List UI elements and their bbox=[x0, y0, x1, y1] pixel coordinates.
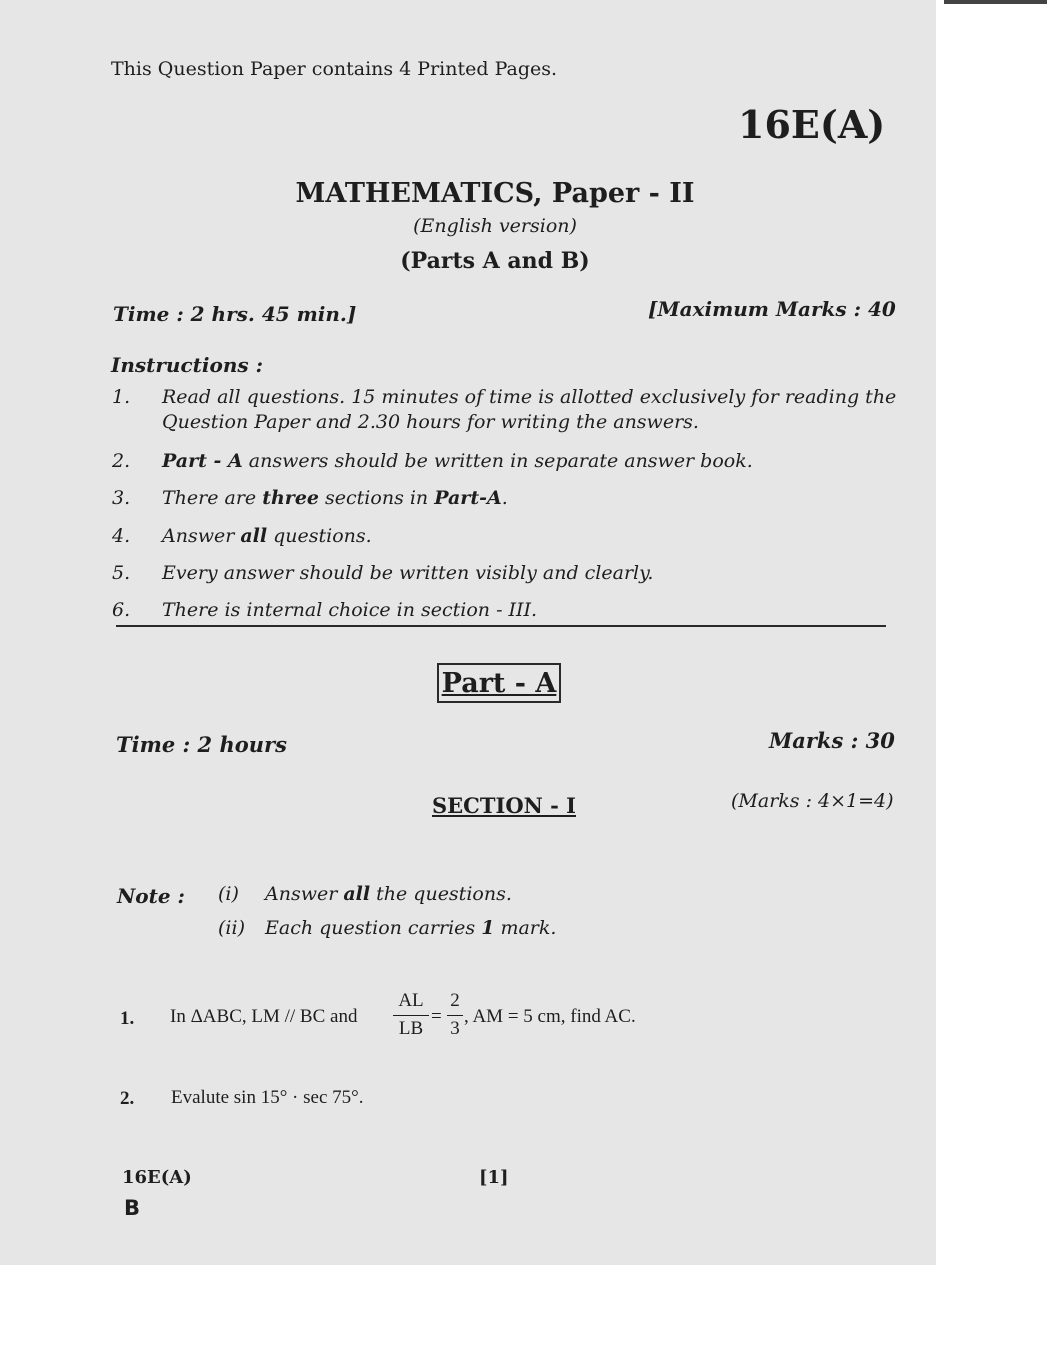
scan-edge-mark bbox=[944, 0, 1047, 4]
part-a-marks: Marks : 30 bbox=[769, 728, 895, 753]
instructions-heading: Instructions : bbox=[111, 353, 263, 377]
instruction-number: 2. bbox=[112, 450, 131, 472]
fraction-denominator: 3 bbox=[450, 1018, 460, 1039]
question-number: 1. bbox=[120, 1008, 135, 1029]
instruction-rest: answers should be written in separate answer book. bbox=[242, 450, 753, 472]
section-title: SECTION - I bbox=[432, 793, 576, 818]
instruction-emphasis: Part - A bbox=[162, 450, 243, 472]
note-pre: Answer bbox=[265, 883, 344, 905]
time-label: Time : 2 hrs. 45 min.] bbox=[113, 302, 357, 326]
fraction-numerator: AL bbox=[398, 990, 424, 1011]
page-number: [1] bbox=[479, 1167, 509, 1188]
question-text: In ΔABC, LM // BC and bbox=[170, 1006, 358, 1027]
note-post: mark. bbox=[494, 917, 557, 939]
subject-title: MATHEMATICS, Paper - II bbox=[295, 178, 695, 209]
instruction-text: There is internal choice in section - III. bbox=[162, 599, 538, 621]
question-text-continued: , AM = 5 cm, find AC. bbox=[464, 1006, 636, 1027]
instruction-text bbox=[162, 487, 508, 509]
instruction-number: 4. bbox=[112, 525, 131, 547]
equals-sign: = bbox=[431, 1006, 442, 1027]
instruction-number: 6. bbox=[112, 599, 131, 621]
instruction-number: 3. bbox=[112, 487, 131, 509]
part-a-title: Part - A bbox=[441, 668, 557, 699]
version-label: (English version) bbox=[413, 215, 577, 237]
instruction-text bbox=[162, 450, 753, 472]
maximum-marks-label: [Maximum Marks : 40 bbox=[648, 297, 896, 321]
note-text bbox=[265, 917, 556, 939]
instruction-emphasis: three bbox=[262, 487, 319, 509]
note-emphasis: all bbox=[343, 883, 371, 905]
note-number: (i) bbox=[218, 883, 239, 905]
fraction-al-over-lb bbox=[393, 990, 429, 1042]
instruction-number: 1. bbox=[112, 386, 131, 408]
instruction-pre: There are bbox=[162, 487, 263, 509]
note-emphasis: 1 bbox=[481, 917, 495, 939]
note-post: the questions. bbox=[370, 883, 512, 905]
divider bbox=[116, 625, 886, 627]
question-text: Evalute sin 15° · sec 75°. bbox=[171, 1087, 364, 1108]
fraction-denominator: LB bbox=[398, 1018, 424, 1039]
instruction-text: Every answer should be written visibly and clearly. bbox=[162, 562, 654, 584]
instruction-pre: Answer bbox=[162, 525, 241, 547]
instruction-emphasis: Part-A bbox=[434, 487, 502, 509]
fraction-two-thirds bbox=[447, 990, 463, 1042]
note-pre: Each question carries bbox=[265, 917, 482, 939]
paper-code: 16E(A) bbox=[738, 102, 886, 147]
instruction-text bbox=[162, 525, 372, 547]
fraction-bar bbox=[393, 1015, 429, 1016]
footer-series: B bbox=[124, 1196, 141, 1220]
instruction-text-continued: Question Paper and 2.30 hours for writing the answers. bbox=[162, 411, 699, 433]
instruction-mid: sections in bbox=[319, 487, 435, 509]
question-number: 2. bbox=[120, 1088, 135, 1109]
instruction-number: 5. bbox=[112, 562, 131, 584]
note-label: Note : bbox=[117, 884, 185, 908]
footer-paper-code: 16E(A) bbox=[122, 1167, 192, 1188]
fraction-bar bbox=[447, 1015, 463, 1016]
part-a-time: Time : 2 hours bbox=[116, 732, 287, 757]
section-marks: (Marks : 4×1=4) bbox=[731, 790, 894, 812]
instruction-emphasis: all bbox=[240, 525, 268, 547]
part-a-box bbox=[437, 663, 561, 703]
parts-label: (Parts A and B) bbox=[400, 248, 590, 274]
instruction-text: Read all questions. 15 minutes of time is allotted exclusively for reading the bbox=[162, 386, 897, 408]
pages-note: This Question Paper contains 4 Printed Pages. bbox=[111, 58, 558, 80]
fraction-numerator: 2 bbox=[450, 990, 460, 1011]
note-text bbox=[265, 883, 512, 905]
instruction-post: . bbox=[501, 487, 508, 509]
instruction-post: questions. bbox=[267, 525, 372, 547]
note-number: (ii) bbox=[218, 917, 245, 939]
